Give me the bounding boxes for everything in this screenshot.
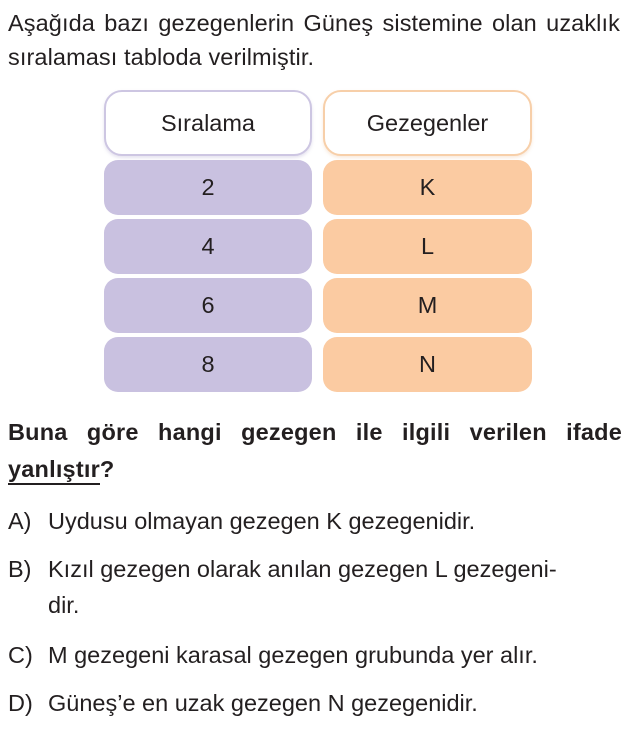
option-text: M gezegeni karasal gezegen grubunda yer alır.	[48, 642, 538, 668]
planet-cell: K	[323, 160, 532, 215]
order-cell: 8	[104, 337, 312, 392]
option-text: Uydusu olmayan gezegen K gezegenidir.	[48, 508, 476, 534]
header-planets: Gezegenler	[323, 90, 532, 156]
planet-cell: L	[323, 219, 532, 274]
option-b[interactable]	[8, 551, 624, 623]
header-order: Sıralama	[104, 90, 312, 156]
question-main: Buna göre hangi gezegen ile ilgili verilen ifade	[8, 419, 622, 445]
planet-cell: N	[323, 337, 532, 392]
question-mark: ?	[99, 456, 115, 482]
option-text: Güneş’e en uzak gezegen N gezegenidir.	[48, 690, 478, 716]
order-cell: 2	[104, 160, 312, 215]
question-emphasis: yanlıştır	[8, 456, 100, 485]
option-letter: D)	[8, 690, 33, 716]
option-text-line-2: dir.	[48, 592, 80, 618]
question-text	[8, 414, 622, 488]
order-cell: 4	[104, 219, 312, 274]
order-cell: 6	[104, 278, 312, 333]
planet-cell: M	[323, 278, 532, 333]
option-letter: B)	[8, 556, 32, 582]
intro-text: Aşağıda bazı gezegenlerin Güneş sistemine olan uzaklık sıralaması tabloda verilmiştir.	[8, 10, 620, 70]
option-a[interactable]	[8, 503, 624, 539]
option-letter: C)	[8, 642, 33, 668]
option-text-line-1: Kızıl gezegen olarak anılan gezegen L gezegeni-	[48, 556, 557, 582]
option-text	[48, 551, 624, 623]
option-c[interactable]	[8, 637, 624, 673]
option-letter: A)	[8, 508, 32, 534]
option-d[interactable]	[8, 685, 624, 721]
